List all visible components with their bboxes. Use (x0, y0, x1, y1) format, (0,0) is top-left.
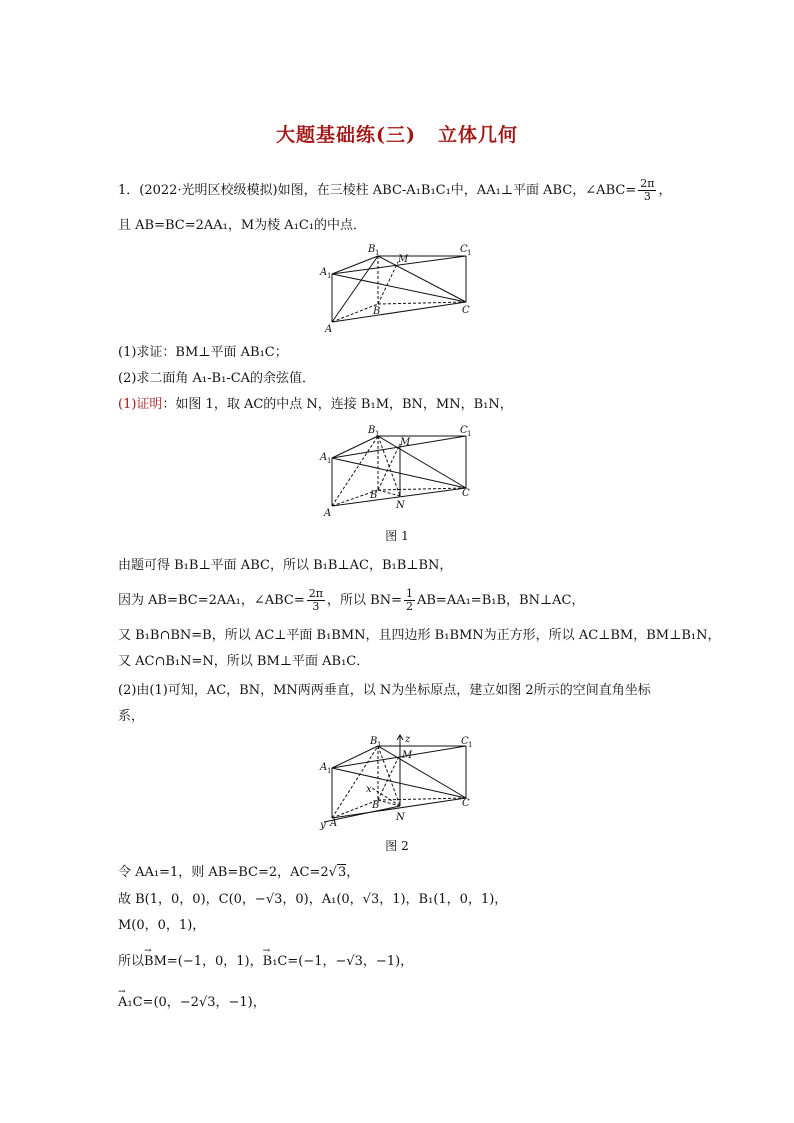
fraction-numerator: 2π (640, 177, 655, 190)
step2-text-a: 因为 AB=BC=2AA₁，∠ABC= (118, 593, 305, 608)
vector-A1C-value: =(0，−2√3，−1)， (142, 995, 266, 1010)
problem-line-2: 且 AB=BC=2AA₁，M为棱 A₁C₁的中点． (118, 218, 367, 233)
solution-step-3: 又 B₁B∩BN=B，所以 AC⊥平面 B₁BMN，且四边形 B₁BMN为正方形，所以 AC⊥BM，BM⊥B₁N， (118, 628, 721, 643)
svg-text:1: 1 (467, 430, 472, 438)
fraction-numerator: 2π (308, 587, 324, 600)
fig2-label-A1: A (320, 762, 328, 773)
coord1-text-b: ， (346, 865, 360, 880)
fig2-label-z: z (405, 734, 411, 745)
question-2: (2)求二面角 A₁-B₁-CA的余弦值． (118, 371, 316, 386)
fig1-label-N: N (396, 500, 405, 511)
label-A: A (325, 324, 333, 335)
vector-intro: 所以 (118, 954, 145, 969)
coord-line-1: 令 AA₁=1，则 AB=BC=2，AC=2√3， (118, 865, 360, 880)
fig2-label-N: N (396, 812, 405, 823)
label-C: C (462, 305, 470, 316)
figure-2-caption: 图 2 (385, 839, 409, 853)
question-1: (1)求证：BM⊥平面 AB₁C； (118, 345, 288, 360)
proof-text: ：如图 1，取 AC的中点 N，连接 B₁M，BN，MN，B₁N， (162, 397, 513, 412)
coord1-text-a: 令 AA₁=1，则 AB=BC=2，AC=2 (118, 865, 329, 880)
label-M: M (398, 254, 409, 265)
svg-text:1: 1 (468, 741, 473, 749)
step2-angle-fraction (307, 588, 325, 613)
title-main: 大题基础练(三) (276, 124, 416, 146)
fig1-label-A: A (324, 508, 332, 519)
fig2-label-x: x (366, 784, 372, 795)
problem-text-1: 1．(2022·光明区校级模拟)如图，在三棱柱 ABC-A₁B₁C₁中，AA₁⊥平面 ABC，∠ABC= (118, 183, 637, 198)
svg-text:1: 1 (327, 767, 332, 775)
fraction-denominator: 3 (643, 190, 651, 203)
fig1-label-B1: B (368, 425, 376, 436)
vector-A1C: → A₁C (118, 993, 143, 1013)
svg-text:1: 1 (467, 249, 472, 257)
prism-figure (318, 240, 478, 335)
fig2-label-M: M (402, 750, 413, 761)
problem-text-1b: ， (658, 183, 672, 198)
fig2-label-y: y (320, 820, 326, 831)
solution-part-2-b: 系， (118, 709, 145, 724)
figure-1 (318, 420, 478, 520)
vector-B1C-value: =(−1，−√3，−1)， (287, 954, 414, 969)
vector-B1C: → B₁C (263, 952, 288, 972)
fraction-numerator: 1 (405, 587, 413, 600)
vector-BM-value: =(−1，0，1)， (166, 954, 263, 969)
coord-line-3: M(0，0，1)， (118, 918, 206, 933)
angle-fraction (638, 178, 656, 203)
fig2-label-C: C (462, 798, 470, 809)
step2-text-b: ，所以 BN= (327, 593, 402, 608)
fraction-denominator: 2 (405, 600, 413, 613)
svg-text:1: 1 (327, 272, 332, 280)
proof-label: (1)证明 (118, 397, 163, 412)
fig2-label-B: B (372, 800, 380, 811)
fig1-label-B: B (370, 490, 378, 501)
fig2-label-A: A (330, 818, 338, 829)
solution-step-2 (118, 588, 585, 613)
fig1-label-M: M (400, 437, 411, 448)
svg-text:1: 1 (375, 249, 380, 257)
solution-part-2-a: (2)由(1)可知，AC，BN，MN两两垂直，以 N为坐标原点，建立如图 2所示的空间直角坐标 (118, 683, 651, 698)
fig2-label-B1: B (370, 736, 378, 747)
coord-line-2: 故 B(1，0，0)，C(0，−√3，0)，A₁(0，√3，1)，B₁(1，0，1)， (118, 892, 508, 907)
label-B1: B (368, 244, 376, 255)
solution-step-4: 又 AC∩B₁N=N，所以 BM⊥平面 AB₁C． (118, 654, 370, 669)
fraction-denominator: 3 (312, 600, 320, 613)
fig1-label-A1: A (320, 452, 328, 463)
step2-half-fraction (404, 588, 415, 613)
label-A1: A (320, 267, 328, 278)
page-title (0, 120, 794, 147)
figure-1-caption: 图 1 (385, 529, 409, 543)
title-sub: 立体几何 (437, 124, 518, 146)
vector-line-1 (118, 952, 413, 972)
vector-line-2 (118, 993, 266, 1013)
fig1-label-C: C (462, 488, 470, 499)
fig1-label-C1: C (460, 425, 468, 436)
solution-part-1 (118, 395, 513, 415)
svg-text:1: 1 (377, 741, 382, 749)
vector-BM: → BM (144, 952, 167, 972)
label-B: B (373, 306, 381, 317)
solution-step-1: 由题可得 B₁B⊥平面 ABC，所以 B₁B⊥AC，B₁B⊥BN， (118, 558, 453, 573)
sqrt-radicand: 3 (337, 865, 347, 880)
step2-text-c: AB=AA₁=B₁B，BN⊥AC， (416, 593, 585, 608)
label-C1: C (460, 244, 468, 255)
svg-text:1: 1 (327, 457, 332, 465)
fig2-label-C1: C (461, 736, 469, 747)
problem-line-1 (118, 178, 671, 203)
svg-text:1: 1 (375, 430, 380, 438)
figure-2 (316, 732, 481, 832)
